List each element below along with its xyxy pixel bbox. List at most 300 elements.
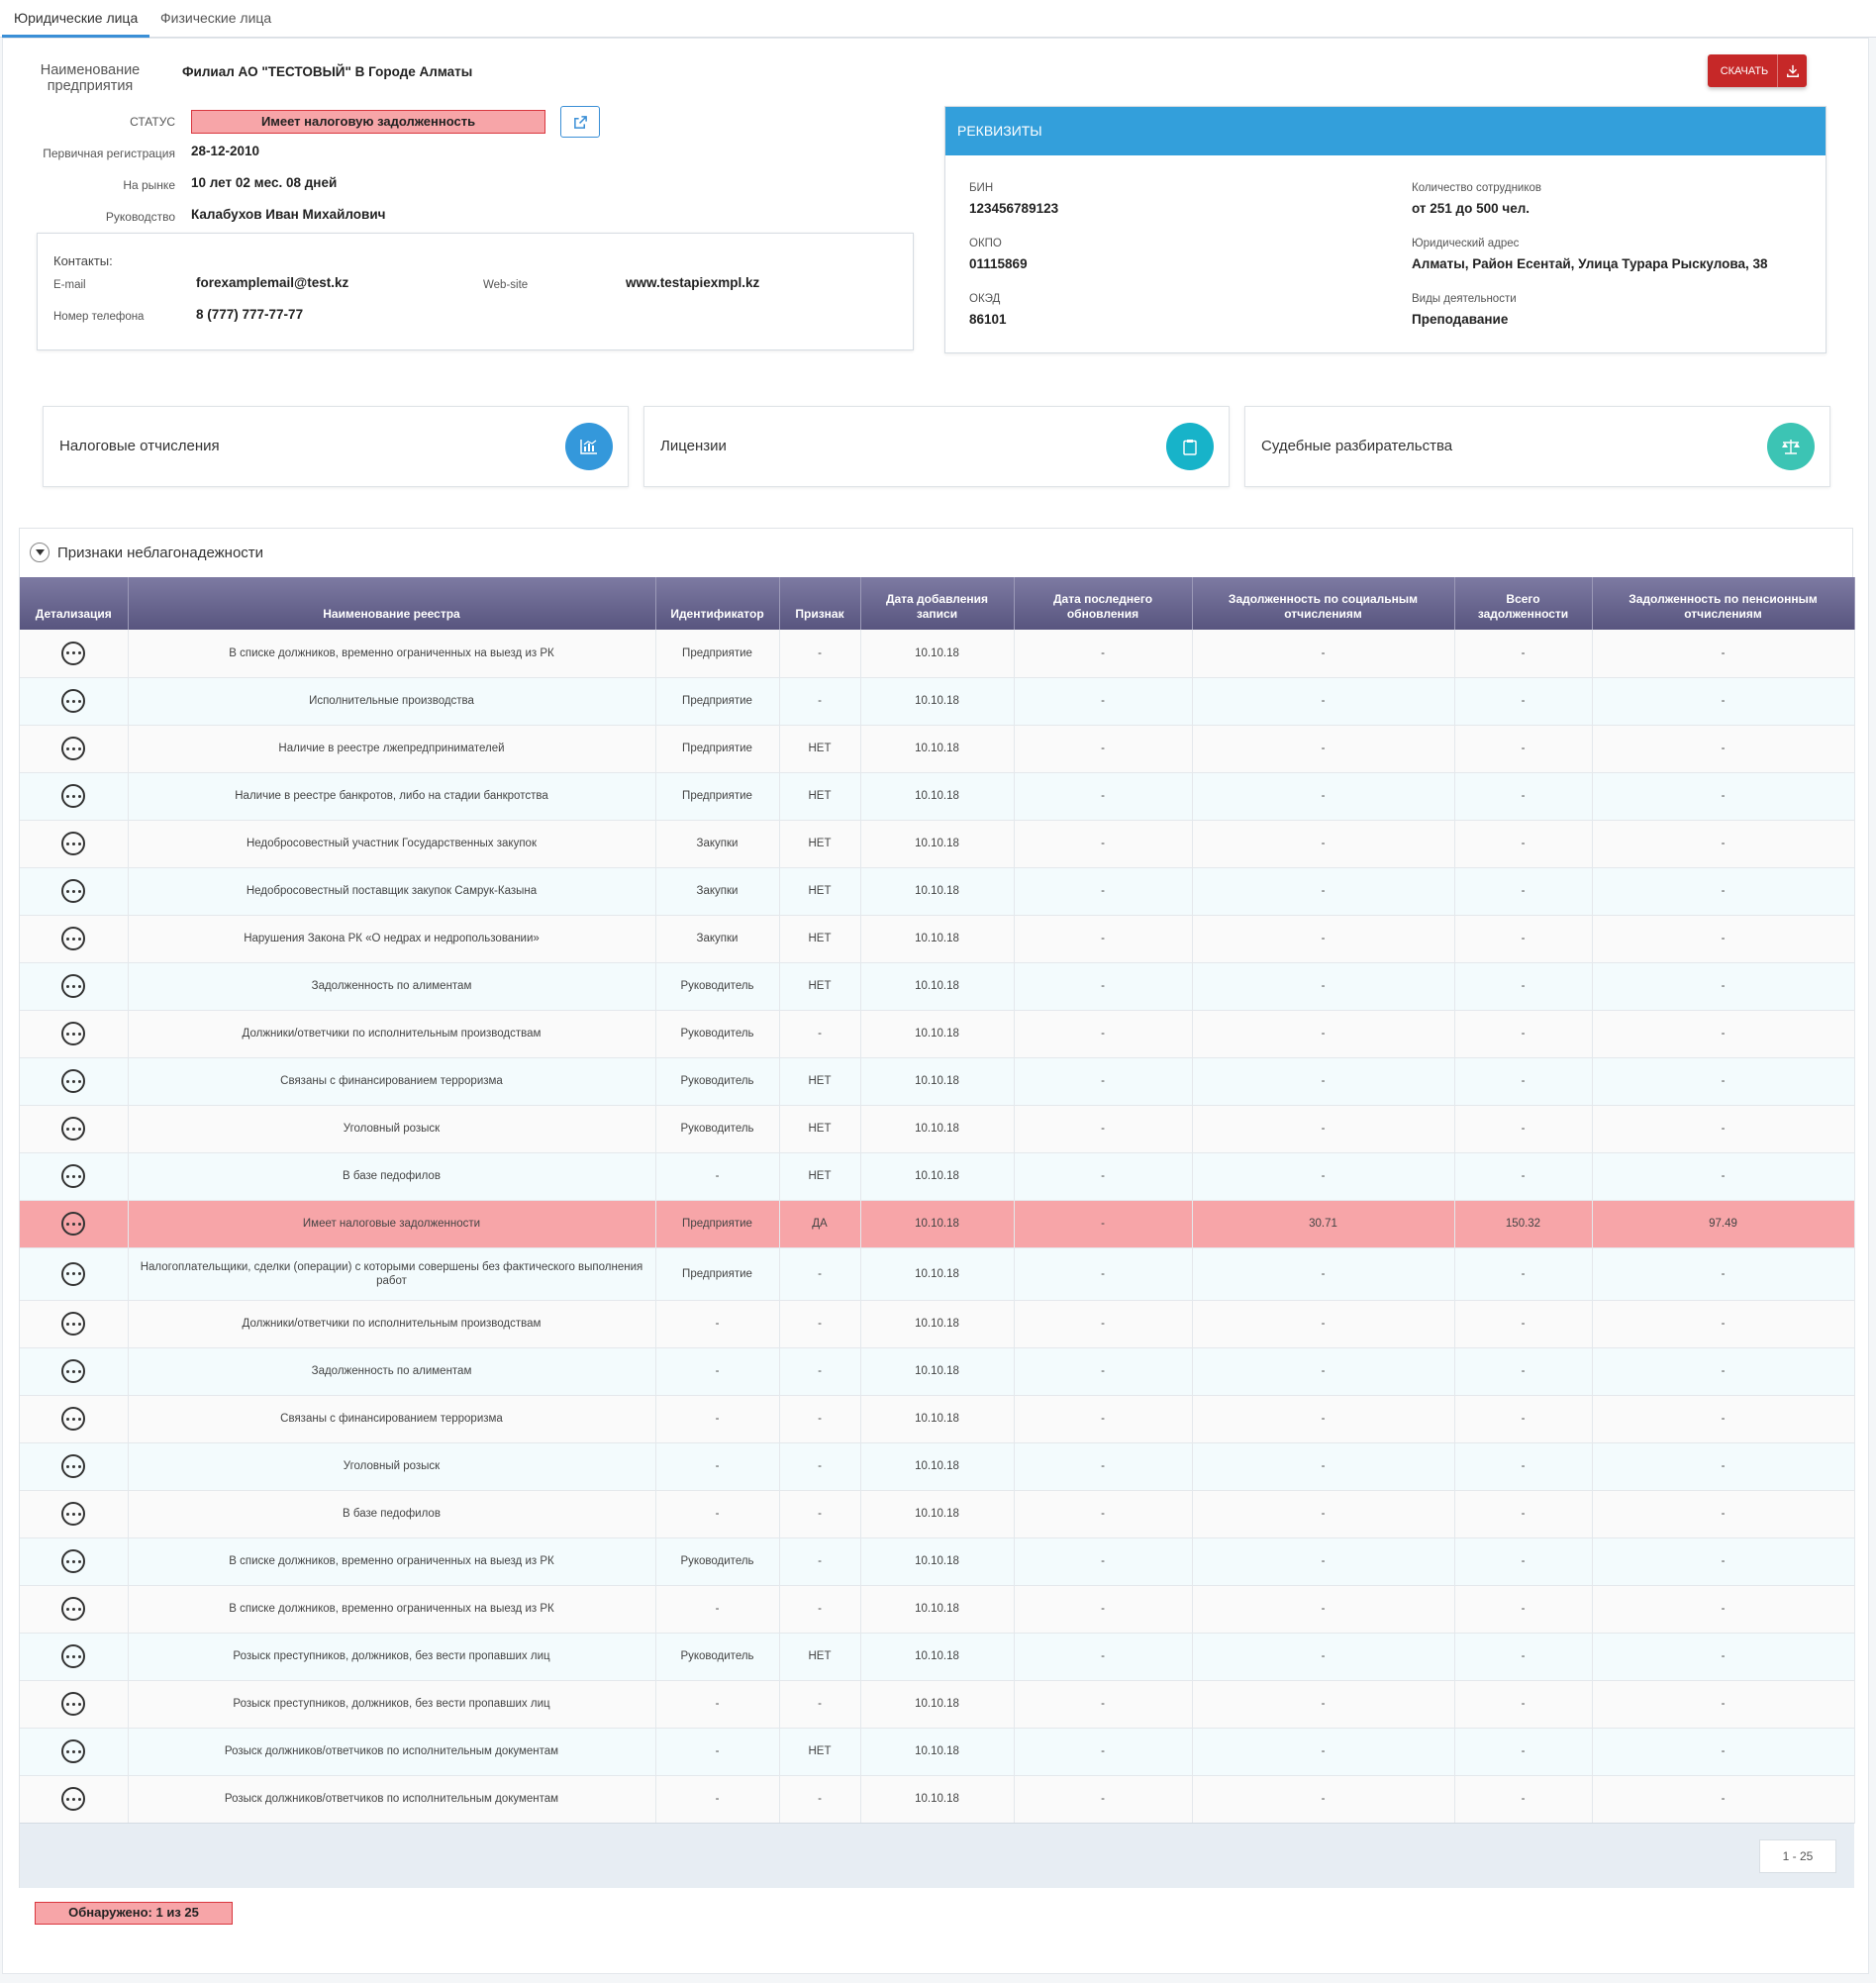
flag-cell: - bbox=[779, 1537, 860, 1585]
more-details-icon[interactable] bbox=[61, 1549, 85, 1573]
card-licenses[interactable] bbox=[643, 406, 1230, 487]
total-debt-cell: - bbox=[1454, 1105, 1592, 1152]
identifier-cell: Руководитель bbox=[655, 1057, 779, 1105]
pension-debt-cell: - bbox=[1592, 1010, 1854, 1057]
requisites-panel bbox=[944, 106, 1827, 353]
col-pension-debt[interactable]: Задолженность по пенсионным отчислениям bbox=[1592, 577, 1854, 630]
more-details-icon[interactable] bbox=[61, 927, 85, 950]
download-icon bbox=[1777, 54, 1807, 87]
table-row bbox=[20, 677, 1854, 725]
pagination-info[interactable]: 1 - 25 bbox=[1759, 1839, 1836, 1873]
table-row bbox=[20, 867, 1854, 915]
flag-cell: НЕТ bbox=[779, 1728, 860, 1775]
date-updated-cell: - bbox=[1014, 820, 1192, 867]
identifier-cell: Предприятие bbox=[655, 1247, 779, 1300]
date-updated-cell: - bbox=[1014, 772, 1192, 820]
more-details-icon[interactable] bbox=[61, 1262, 85, 1286]
social-debt-cell: - bbox=[1192, 1105, 1454, 1152]
date-added-cell: 10.10.18 bbox=[860, 1300, 1014, 1347]
detail-cell bbox=[20, 1537, 128, 1585]
detail-cell bbox=[20, 677, 128, 725]
date-added-cell: 10.10.18 bbox=[860, 1728, 1014, 1775]
registry-name-cell: Розыск должников/ответчиков по исполнительным документам bbox=[128, 1775, 655, 1823]
date-updated-cell: - bbox=[1014, 1200, 1192, 1247]
scales-icon bbox=[1767, 423, 1815, 470]
social-debt-cell: - bbox=[1192, 1347, 1454, 1395]
table-row bbox=[20, 1152, 1854, 1200]
market-age: 10 лет 02 мес. 08 дней bbox=[191, 175, 338, 190]
pension-debt-cell: - bbox=[1592, 1633, 1854, 1680]
date-added-cell: 10.10.18 bbox=[860, 1585, 1014, 1633]
pension-debt-cell: - bbox=[1592, 820, 1854, 867]
collapse-toggle[interactable] bbox=[30, 543, 49, 562]
social-debt-cell: - bbox=[1192, 1728, 1454, 1775]
registry-name-cell: В базе педофилов bbox=[128, 1490, 655, 1537]
more-details-icon[interactable] bbox=[61, 1644, 85, 1668]
card-tax-payments[interactable] bbox=[43, 406, 629, 487]
date-updated-cell: - bbox=[1014, 1442, 1192, 1490]
tab-legal-entities[interactable]: Юридические лица bbox=[2, 0, 149, 38]
registry-name-cell: Наличие в реестре банкротов, либо на стадии банкротства bbox=[128, 772, 655, 820]
more-details-icon[interactable] bbox=[61, 1692, 85, 1716]
detail-cell bbox=[20, 1152, 128, 1200]
detail-cell bbox=[20, 772, 128, 820]
email-value[interactable]: forexamplemail@test.kz bbox=[196, 275, 349, 290]
total-debt-cell: - bbox=[1454, 1728, 1592, 1775]
flag-cell: - bbox=[779, 1395, 860, 1442]
oked-value: 86101 bbox=[969, 312, 1007, 327]
identifier-cell: - bbox=[655, 1442, 779, 1490]
identifier-cell: Закупки bbox=[655, 820, 779, 867]
more-details-icon[interactable] bbox=[61, 642, 85, 665]
phone-label: Номер телефона bbox=[53, 311, 145, 323]
activity-label: Виды деятельности bbox=[1412, 293, 1517, 305]
social-debt-cell: - bbox=[1192, 962, 1454, 1010]
more-details-icon[interactable] bbox=[61, 1022, 85, 1045]
more-details-icon[interactable] bbox=[61, 1164, 85, 1188]
total-debt-cell: - bbox=[1454, 772, 1592, 820]
registration-label: Первичная регистрация bbox=[43, 147, 175, 160]
more-details-icon[interactable] bbox=[61, 737, 85, 760]
pension-debt-cell: - bbox=[1592, 1347, 1854, 1395]
contacts-title: Контакты: bbox=[53, 253, 113, 268]
flag-cell: - bbox=[779, 1775, 860, 1823]
pension-debt-cell: - bbox=[1592, 1728, 1854, 1775]
identifier-cell: Закупки bbox=[655, 867, 779, 915]
pension-debt-cell: - bbox=[1592, 962, 1854, 1010]
registry-name-cell: Розыск преступников, должников, без вести пропавших лиц bbox=[128, 1633, 655, 1680]
date-updated-cell: - bbox=[1014, 1300, 1192, 1347]
date-updated-cell: - bbox=[1014, 1247, 1192, 1300]
social-debt-cell: - bbox=[1192, 1775, 1454, 1823]
found-count-badge: Обнаружено: 1 из 25 bbox=[35, 1902, 233, 1925]
date-updated-cell: - bbox=[1014, 867, 1192, 915]
detail-cell bbox=[20, 1105, 128, 1152]
social-debt-cell: 30.71 bbox=[1192, 1200, 1454, 1247]
date-updated-cell: - bbox=[1014, 962, 1192, 1010]
social-debt-cell: - bbox=[1192, 1633, 1454, 1680]
more-details-icon[interactable] bbox=[61, 974, 85, 998]
section-title: Признаки неблагонадежности bbox=[57, 544, 264, 561]
date-added-cell: 10.10.18 bbox=[860, 1105, 1014, 1152]
table-row bbox=[20, 1585, 1854, 1633]
more-details-icon[interactable] bbox=[61, 832, 85, 855]
social-debt-cell: - bbox=[1192, 725, 1454, 772]
identifier-cell: Предприятие bbox=[655, 630, 779, 677]
date-updated-cell: - bbox=[1014, 1585, 1192, 1633]
more-details-icon[interactable] bbox=[61, 1454, 85, 1478]
social-debt-cell: - bbox=[1192, 1395, 1454, 1442]
social-debt-cell: - bbox=[1192, 677, 1454, 725]
date-updated-cell: - bbox=[1014, 1537, 1192, 1585]
more-details-icon[interactable] bbox=[61, 879, 85, 903]
date-added-cell: 10.10.18 bbox=[860, 915, 1014, 962]
pension-debt-cell: - bbox=[1592, 1152, 1854, 1200]
col-flag[interactable]: Признак bbox=[779, 577, 860, 630]
identifier-cell: - bbox=[655, 1728, 779, 1775]
website-label: Web-site bbox=[483, 279, 529, 291]
registry-name-cell: Имеет налоговые задолженности bbox=[128, 1200, 655, 1247]
flag-cell: НЕТ bbox=[779, 725, 860, 772]
card-litigation[interactable] bbox=[1244, 406, 1830, 487]
pension-debt-cell: - bbox=[1592, 1105, 1854, 1152]
col-total-debt[interactable]: Всего задолженности bbox=[1454, 577, 1592, 630]
registration-date: 28-12-2010 bbox=[191, 144, 260, 158]
date-added-cell: 10.10.18 bbox=[860, 1442, 1014, 1490]
detail-cell bbox=[20, 1057, 128, 1105]
pension-debt-cell: - bbox=[1592, 772, 1854, 820]
table-row bbox=[20, 1347, 1854, 1395]
okpo-value: 01115869 bbox=[969, 256, 1028, 271]
pension-debt-cell: - bbox=[1592, 630, 1854, 677]
pension-debt-cell: - bbox=[1592, 1247, 1854, 1300]
detail-cell bbox=[20, 915, 128, 962]
total-debt-cell: - bbox=[1454, 915, 1592, 962]
flag-cell: - bbox=[779, 1680, 860, 1728]
col-date-added[interactable]: Дата добавления записи bbox=[860, 577, 1014, 630]
pension-debt-cell: - bbox=[1592, 725, 1854, 772]
table-row bbox=[20, 1057, 1854, 1105]
download-button[interactable] bbox=[1708, 54, 1807, 87]
pension-debt-cell: - bbox=[1592, 1585, 1854, 1633]
detail-cell bbox=[20, 1775, 128, 1823]
registry-name-cell: В списке должников, временно ограниченных на выезд из РК bbox=[128, 630, 655, 677]
bin-value: 123456789123 bbox=[969, 201, 1059, 216]
table-row bbox=[20, 772, 1854, 820]
total-debt-cell: - bbox=[1454, 1490, 1592, 1537]
total-debt-cell: - bbox=[1454, 1010, 1592, 1057]
identifier-cell: Руководитель bbox=[655, 1633, 779, 1680]
bin-label: БИН bbox=[969, 182, 994, 194]
status-label: СТАТУС bbox=[130, 115, 175, 129]
tab-bar bbox=[0, 0, 1876, 38]
tab-individuals[interactable]: Физические лица bbox=[160, 10, 272, 26]
contacts-box bbox=[37, 233, 914, 350]
social-debt-cell: - bbox=[1192, 1490, 1454, 1537]
more-details-icon[interactable] bbox=[61, 1312, 85, 1336]
table-row bbox=[20, 1775, 1854, 1823]
flag-cell: НЕТ bbox=[779, 1057, 860, 1105]
total-debt-cell: - bbox=[1454, 867, 1592, 915]
date-added-cell: 10.10.18 bbox=[860, 1347, 1014, 1395]
pension-debt-cell: - bbox=[1592, 915, 1854, 962]
management-name: Калабухов Иван Михайлович bbox=[191, 207, 386, 222]
date-added-cell: 10.10.18 bbox=[860, 1537, 1014, 1585]
website-value[interactable]: www.testapiexmpl.kz bbox=[626, 275, 760, 290]
open-external-button[interactable] bbox=[560, 106, 600, 138]
date-added-cell: 10.10.18 bbox=[860, 1200, 1014, 1247]
phone-value: 8 (777) 777-77-77 bbox=[196, 307, 304, 322]
more-details-icon[interactable] bbox=[61, 1212, 85, 1236]
col-detail[interactable]: Детализация bbox=[20, 577, 128, 630]
more-details-icon[interactable] bbox=[61, 1787, 85, 1811]
more-details-icon[interactable] bbox=[61, 784, 85, 808]
table-row bbox=[20, 820, 1854, 867]
management-label: Руководство bbox=[105, 210, 175, 224]
staff-value: от 251 до 500 чел. bbox=[1412, 201, 1530, 216]
flag-cell: - bbox=[779, 1347, 860, 1395]
col-social-debt[interactable]: Задолженность по социальным отчислениям bbox=[1192, 577, 1454, 630]
flag-cell: НЕТ bbox=[779, 867, 860, 915]
flag-cell: - bbox=[779, 1490, 860, 1537]
flag-cell: - bbox=[779, 1585, 860, 1633]
registry-table bbox=[20, 577, 1855, 1824]
activity-value: Преподавание bbox=[1412, 312, 1509, 327]
pension-debt-cell: - bbox=[1592, 1057, 1854, 1105]
registry-name-cell: Задолженность по алиментам bbox=[128, 962, 655, 1010]
address-value: Алматы, Район Есентай, Улица Турара Рыскулова, 38 bbox=[1412, 256, 1768, 271]
market-age-label: На рынке bbox=[123, 178, 175, 192]
date-updated-cell: - bbox=[1014, 1633, 1192, 1680]
date-updated-cell: - bbox=[1014, 1057, 1192, 1105]
flag-cell: НЕТ bbox=[779, 915, 860, 962]
table-row bbox=[20, 1200, 1854, 1247]
pension-debt-cell: - bbox=[1592, 867, 1854, 915]
social-debt-cell: - bbox=[1192, 1442, 1454, 1490]
date-updated-cell: - bbox=[1014, 1490, 1192, 1537]
detail-cell bbox=[20, 820, 128, 867]
identifier-cell: - bbox=[655, 1680, 779, 1728]
table-row bbox=[20, 1537, 1854, 1585]
total-debt-cell: - bbox=[1454, 1680, 1592, 1728]
table-row bbox=[20, 725, 1854, 772]
registry-name-cell: Исполнительные производства bbox=[128, 677, 655, 725]
date-updated-cell: - bbox=[1014, 1010, 1192, 1057]
social-debt-cell: - bbox=[1192, 1057, 1454, 1105]
total-debt-cell: - bbox=[1454, 1300, 1592, 1347]
table-row bbox=[20, 1490, 1854, 1537]
main-panel bbox=[2, 38, 1869, 1974]
identifier-cell: Предприятие bbox=[655, 725, 779, 772]
date-added-cell: 10.10.18 bbox=[860, 1057, 1014, 1105]
detail-cell bbox=[20, 1347, 128, 1395]
social-debt-cell: - bbox=[1192, 1152, 1454, 1200]
date-added-cell: 10.10.18 bbox=[860, 1633, 1014, 1680]
identifier-cell: - bbox=[655, 1775, 779, 1823]
date-added-cell: 10.10.18 bbox=[860, 1490, 1014, 1537]
caret-down-icon bbox=[36, 549, 45, 555]
more-details-icon[interactable] bbox=[61, 1117, 85, 1140]
detail-cell bbox=[20, 630, 128, 677]
table-row bbox=[20, 915, 1854, 962]
identifier-cell: Руководитель bbox=[655, 962, 779, 1010]
detail-cell bbox=[20, 1728, 128, 1775]
more-details-icon[interactable] bbox=[61, 1359, 85, 1383]
registry-name-cell: Налогоплательщики, сделки (операции) с которыми совершены без фактического выполнения работ bbox=[128, 1247, 655, 1300]
date-added-cell: 10.10.18 bbox=[860, 962, 1014, 1010]
table-row bbox=[20, 1010, 1854, 1057]
detail-cell bbox=[20, 1200, 128, 1247]
identifier-cell: - bbox=[655, 1347, 779, 1395]
flag-cell: - bbox=[779, 677, 860, 725]
registry-name-cell: Задолженность по алиментам bbox=[128, 1347, 655, 1395]
card-licenses-label: Лицензии bbox=[660, 438, 727, 454]
col-identifier[interactable]: Идентификатор bbox=[655, 577, 779, 630]
total-debt-cell: - bbox=[1454, 630, 1592, 677]
flag-cell: - bbox=[779, 1010, 860, 1057]
total-debt-cell: - bbox=[1454, 1152, 1592, 1200]
date-updated-cell: - bbox=[1014, 1728, 1192, 1775]
social-debt-cell: - bbox=[1192, 1537, 1454, 1585]
date-updated-cell: - bbox=[1014, 630, 1192, 677]
clipboard-icon bbox=[1166, 423, 1214, 470]
download-label: СКАЧАТЬ bbox=[1720, 64, 1769, 77]
identifier-cell: - bbox=[655, 1300, 779, 1347]
flag-cell: НЕТ bbox=[779, 1105, 860, 1152]
pension-debt-cell: - bbox=[1592, 1490, 1854, 1537]
more-details-icon[interactable] bbox=[61, 1407, 85, 1431]
detail-cell bbox=[20, 1585, 128, 1633]
date-added-cell: 10.10.18 bbox=[860, 1775, 1014, 1823]
flag-cell: - bbox=[779, 1247, 860, 1300]
identifier-cell: - bbox=[655, 1490, 779, 1537]
date-added-cell: 10.10.18 bbox=[860, 677, 1014, 725]
identifier-cell: Руководитель bbox=[655, 1010, 779, 1057]
identifier-cell: Предприятие bbox=[655, 772, 779, 820]
table-row bbox=[20, 962, 1854, 1010]
status-badge: Имеет налоговую задолженность bbox=[191, 110, 545, 134]
registry-name-cell: Недобросовестный участник Государственных закупок bbox=[128, 820, 655, 867]
date-updated-cell: - bbox=[1014, 1152, 1192, 1200]
detail-cell bbox=[20, 1247, 128, 1300]
date-added-cell: 10.10.18 bbox=[860, 820, 1014, 867]
date-updated-cell: - bbox=[1014, 677, 1192, 725]
identifier-cell: - bbox=[655, 1395, 779, 1442]
more-details-icon[interactable] bbox=[61, 689, 85, 713]
table-row bbox=[20, 1300, 1854, 1347]
total-debt-cell: - bbox=[1454, 1585, 1592, 1633]
date-updated-cell: - bbox=[1014, 725, 1192, 772]
date-added-cell: 10.10.18 bbox=[860, 1152, 1014, 1200]
company-name: Филиал АО "ТЕСТОВЫЙ" В Городе Алматы bbox=[182, 64, 473, 79]
social-debt-cell: - bbox=[1192, 1247, 1454, 1300]
pension-debt-cell: - bbox=[1592, 1537, 1854, 1585]
identifier-cell: - bbox=[655, 1152, 779, 1200]
identifier-cell: Закупки bbox=[655, 915, 779, 962]
requisites-title: РЕКВИЗИТЫ bbox=[945, 107, 1826, 155]
date-updated-cell: - bbox=[1014, 1775, 1192, 1823]
total-debt-cell: - bbox=[1454, 1247, 1592, 1300]
registry-name-cell: В базе педофилов bbox=[128, 1152, 655, 1200]
more-details-icon[interactable] bbox=[61, 1069, 85, 1093]
total-debt-cell: - bbox=[1454, 1347, 1592, 1395]
registry-name-cell: Должники/ответчики по исполнительным производствам bbox=[128, 1300, 655, 1347]
more-details-icon[interactable] bbox=[61, 1739, 85, 1763]
identifier-cell: Предприятие bbox=[655, 1200, 779, 1247]
detail-cell bbox=[20, 1680, 128, 1728]
date-updated-cell: - bbox=[1014, 1680, 1192, 1728]
section-header bbox=[30, 543, 263, 562]
okpo-label: ОКПО bbox=[969, 238, 1002, 249]
email-label: E-mail bbox=[53, 279, 86, 291]
detail-cell bbox=[20, 1010, 128, 1057]
table-row bbox=[20, 1633, 1854, 1680]
flag-cell: НЕТ bbox=[779, 772, 860, 820]
social-debt-cell: - bbox=[1192, 915, 1454, 962]
table-row bbox=[20, 1680, 1854, 1728]
total-debt-cell: - bbox=[1454, 1395, 1592, 1442]
social-debt-cell: - bbox=[1192, 1585, 1454, 1633]
col-registry-name[interactable]: Наименование реестра bbox=[128, 577, 655, 630]
social-debt-cell: - bbox=[1192, 1010, 1454, 1057]
card-tax-payments-label: Налоговые отчисления bbox=[59, 438, 220, 454]
company-name-label: Наименование предприятия bbox=[40, 62, 141, 94]
flag-cell: НЕТ bbox=[779, 1633, 860, 1680]
identifier-cell: Руководитель bbox=[655, 1105, 779, 1152]
total-debt-cell: - bbox=[1454, 820, 1592, 867]
more-details-icon[interactable] bbox=[61, 1502, 85, 1526]
social-debt-cell: - bbox=[1192, 1680, 1454, 1728]
col-date-updated[interactable]: Дата последнего обновления bbox=[1014, 577, 1192, 630]
table-row bbox=[20, 1395, 1854, 1442]
total-debt-cell: - bbox=[1454, 1633, 1592, 1680]
table-footer bbox=[20, 1823, 1854, 1888]
registry-name-cell: Связаны с финансированием терроризма bbox=[128, 1057, 655, 1105]
date-added-cell: 10.10.18 bbox=[860, 630, 1014, 677]
registry-name-cell: Уголовный розыск bbox=[128, 1442, 655, 1490]
flag-cell: - bbox=[779, 630, 860, 677]
date-added-cell: 10.10.18 bbox=[860, 1010, 1014, 1057]
address-label: Юридический адрес bbox=[1412, 238, 1520, 249]
table-row bbox=[20, 1105, 1854, 1152]
detail-cell bbox=[20, 1395, 128, 1442]
total-debt-cell: 150.32 bbox=[1454, 1200, 1592, 1247]
pension-debt-cell: - bbox=[1592, 1680, 1854, 1728]
table-header-row bbox=[20, 577, 1854, 630]
pension-debt-cell: 97.49 bbox=[1592, 1200, 1854, 1247]
table-row bbox=[20, 1442, 1854, 1490]
staff-label: Количество сотрудников bbox=[1412, 182, 1542, 194]
registry-name-cell: Розыск преступников, должников, без вести пропавших лиц bbox=[128, 1680, 655, 1728]
registry-name-cell: Розыск должников/ответчиков по исполнительным документам bbox=[128, 1728, 655, 1775]
pension-debt-cell: - bbox=[1592, 1442, 1854, 1490]
total-debt-cell: - bbox=[1454, 1057, 1592, 1105]
more-details-icon[interactable] bbox=[61, 1597, 85, 1621]
registry-name-cell: Уголовный розыск bbox=[128, 1105, 655, 1152]
date-added-cell: 10.10.18 bbox=[860, 1247, 1014, 1300]
table-row bbox=[20, 1247, 1854, 1300]
detail-cell bbox=[20, 962, 128, 1010]
chart-icon bbox=[565, 423, 613, 470]
registry-name-cell: Связаны с финансированием терроризма bbox=[128, 1395, 655, 1442]
detail-cell bbox=[20, 725, 128, 772]
registry-name-cell: В списке должников, временно ограниченных на выезд из РК bbox=[128, 1585, 655, 1633]
card-litigation-label: Судебные разбирательства bbox=[1261, 438, 1453, 454]
registry-name-cell: Должники/ответчики по исполнительным производствам bbox=[128, 1010, 655, 1057]
total-debt-cell: - bbox=[1454, 677, 1592, 725]
flag-cell: НЕТ bbox=[779, 820, 860, 867]
date-updated-cell: - bbox=[1014, 1105, 1192, 1152]
